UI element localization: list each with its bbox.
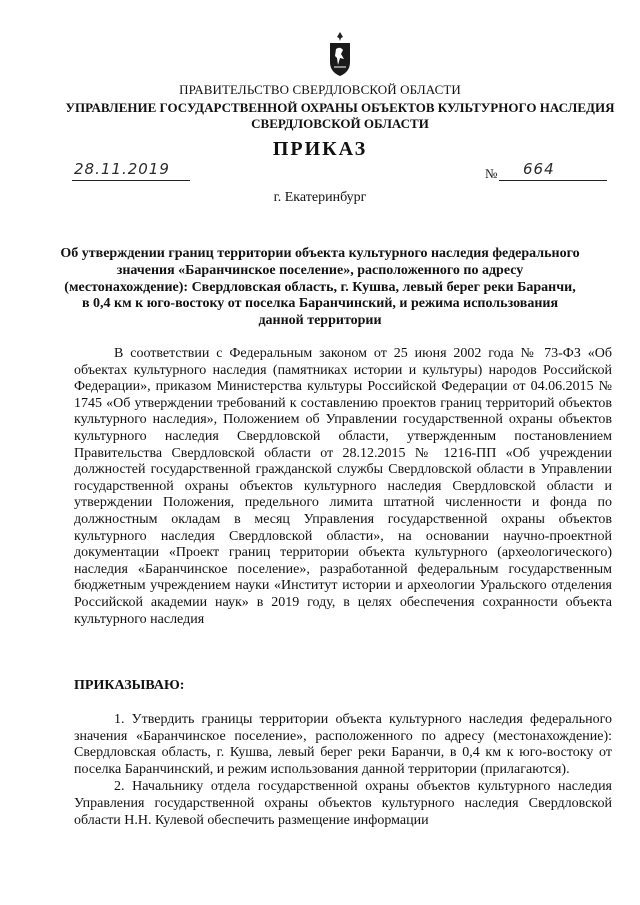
preamble-paragraph: В соответствии с Федеральным законом от 25 июня 2002 года № 73-ФЗ «Об объектах культурного наследия (памятниках истории и культуры) народов Российской Федерации», приказом Министерства культуры Российской Федерации от 04.06.2015 № 1745 «Об утверждении требований к составлению проектов границ территорий объектов культурного наследия», Положением об Управлении государственной охраны объектов культурного наследия Свердловской области, утвержденным постановлением Правительства Свердловской области от 28.12.2015 № 1216-ПП «Об учреждении должностей государственной гражданской службы Свердловской области в Управлении государственной охраны объектов культурного наследия Свердловской области и утверждении Положения, предельного лимита штатной численности и фонда по должностным окладам в месяц Управления государственной охраны объектов культурного наследия Свердловской области», на основании научно-проектной документации «Проект границ территории объекта культурного (археологического) наследия «Баранчинское поселение», разработанной федеральным государственным бюджетным учреждением науки «Институт истории и археологии Уральского отделения Российской академии наук» в 2019 году, в целях обеспечения сохранности объекта культурного наследия [74,346,612,627]
coat-of-arms-icon [328,32,352,76]
order-item-1: 1. Утвердить границы территории объекта культурного наследия федерального значения «Баранчинское поселение», расположенного по адресу (местонахождение): Свердловская область, г. Кушва, левый берег реки Баранчи, в 0,4 км к юго-востоку от поселка Баранчинский, и режим использования данной территории (прилагаются). [74,712,612,777]
order-number: 664 [523,160,555,178]
order-word: ПРИКАЗЫВАЮ: [74,678,185,693]
government-name: ПРАВИТЕЛЬСТВО СВЕРДЛОВСКОЙ ОБЛАСТИ [179,82,461,97]
city: г. Екатеринбург [273,190,367,205]
order-date: 28.11.2019 [74,160,170,178]
number-label: № [485,166,498,181]
document-type: ПРИКАЗ [272,138,368,160]
order-item-2: 2. Начальнику отдела государственной охраны объектов культурного наследия Управления государственной охраны объектов культурного наследия Свердловской области Н.Н. Кулевой обеспечить размещение информации [74,779,612,828]
order-items [74,712,612,830]
department-name: УПРАВЛЕНИЕ ГОСУДАРСТВЕННОЙ ОХРАНЫ ОБЪЕКТОВ КУЛЬТУРНОГО НАСЛЕДИЯ СВЕРДЛОВСКОЙ ОБЛАСТИ [65,100,615,131]
order-subject: Об утверждении границ территории объекта культурного наследия федерального значения «Баранчинское поселение», расположенного по адресу (местонахождение): Свердловская область, г. Кушва, левый берег реки Баранчи, в 0,4 км к юго-востоку от поселка Баранчинский, и режима использования данной территории [60,246,580,329]
